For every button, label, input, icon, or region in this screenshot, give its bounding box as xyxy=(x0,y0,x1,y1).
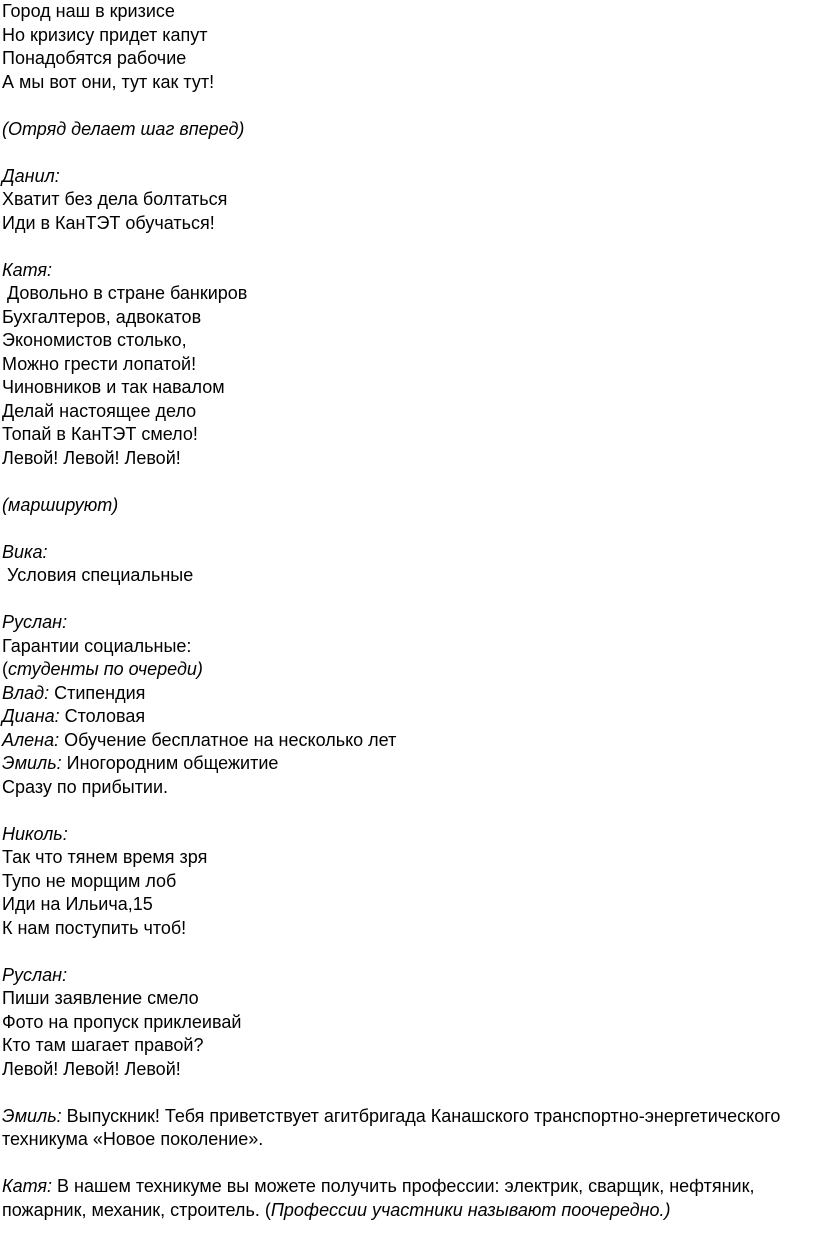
dialogue-line-diana xyxy=(2,705,816,729)
verse-line: Гарантии социальные: xyxy=(2,635,192,656)
verse-line: Но кризису придет капут xyxy=(2,24,208,45)
verse-line: Понадобятся рабочие xyxy=(2,48,187,68)
paragraph-katya xyxy=(2,1175,816,1222)
verse-line: Город наш в кризисе xyxy=(2,1,175,21)
dialogue-text: Стипендия xyxy=(49,682,146,703)
dialogue-line-emil xyxy=(2,752,816,776)
dialogue-text: Обучение бесплатное на несколько лет xyxy=(59,729,397,750)
verse-line: Пиши заявление смело xyxy=(2,988,199,1008)
verse-line: Бухгалтеров, адвокатов xyxy=(2,306,202,327)
dialogue-line-alena xyxy=(2,729,816,753)
verse-line: А мы вот они, тут как тут! xyxy=(2,71,215,92)
speaker-name: Алена: xyxy=(2,729,60,750)
stage-direction: (Отряд делает шаг вперед) xyxy=(2,118,245,139)
speaker-name: Николь: xyxy=(2,823,68,844)
verse-line: Иди на Ильича,15 xyxy=(2,894,153,914)
speaker-name: Руслан: xyxy=(2,612,68,632)
dialogue-text: Иногородним общежитие xyxy=(61,753,279,773)
speaker-name: Данил: xyxy=(2,165,60,186)
stage-paren: ( xyxy=(2,659,8,679)
verse-line: Левой! Левой! Левой! xyxy=(2,1058,181,1079)
verse-line: Топай в КанТЭТ смело! xyxy=(2,424,198,444)
verse-line: Довольно в стране банкиров xyxy=(2,283,248,303)
verse-line: Условия специальные xyxy=(2,565,194,585)
block-nikol xyxy=(2,823,816,941)
speaker-name: Катя: xyxy=(2,259,53,280)
verse-line: Можно грести лопатой! xyxy=(2,353,197,374)
speaker-name: Руслан: xyxy=(2,964,68,985)
dialogue-line-vlad xyxy=(2,682,816,706)
stage-direction: Профессии участники называют поочередно.) xyxy=(270,1199,671,1220)
verse-line: Так что тянем время зря xyxy=(2,847,208,867)
verse-line: Сразу по прибытии. xyxy=(2,776,169,797)
dialogue-text: Выпускник! Тебя приветствует агитбригада Канашского транспортно-энергетического техникума «Новое поколение». xyxy=(2,1105,781,1149)
dialogue-text: Столовая xyxy=(59,706,146,726)
verse-line: Делай настоящее дело xyxy=(2,400,197,421)
speaker-name: Эмиль: xyxy=(2,753,62,773)
verse-line: Чиновников и так навалом xyxy=(2,377,225,397)
verse-line: Кто там шагает правой? xyxy=(2,1035,204,1055)
stage-direction: (маршируют) xyxy=(2,494,119,515)
verse-line: Фото на пропуск приклеивай xyxy=(2,1011,242,1032)
paragraph-emil xyxy=(2,1105,816,1152)
verse-line: Экономистов столько, xyxy=(2,330,187,350)
dialogue-text: В нашем техникуме вы можете получить профессии: электрик, сварщик, нефтяник, пожарник, механик, строитель. ( xyxy=(2,1176,755,1220)
speaker-name: Катя: xyxy=(2,1176,53,1196)
block-vika xyxy=(2,541,816,588)
verse-line: Левой! Левой! Левой! xyxy=(2,447,181,468)
block-katya xyxy=(2,259,816,471)
verse-line: Иди в КанТЭТ обучаться! xyxy=(2,212,215,233)
speaker-name: Вика: xyxy=(2,541,48,562)
speaker-name: Эмиль: xyxy=(2,1105,62,1126)
stage-direction-line xyxy=(2,658,816,682)
block-danil xyxy=(2,165,816,236)
stage-direction: студенты по очереди) xyxy=(8,659,203,679)
verse-line: К нам поступить чтоб! xyxy=(2,917,187,938)
speaker-name: Влад: xyxy=(2,682,50,703)
block-ruslan-2 xyxy=(2,964,816,1082)
verse-line: Тупо не морщим лоб xyxy=(2,870,177,891)
stanza-opening xyxy=(2,0,816,94)
verse-line: Хватит без дела болтаться xyxy=(2,189,228,209)
block-ruslan-1 xyxy=(2,611,816,799)
speaker-name: Диана: xyxy=(2,706,60,726)
